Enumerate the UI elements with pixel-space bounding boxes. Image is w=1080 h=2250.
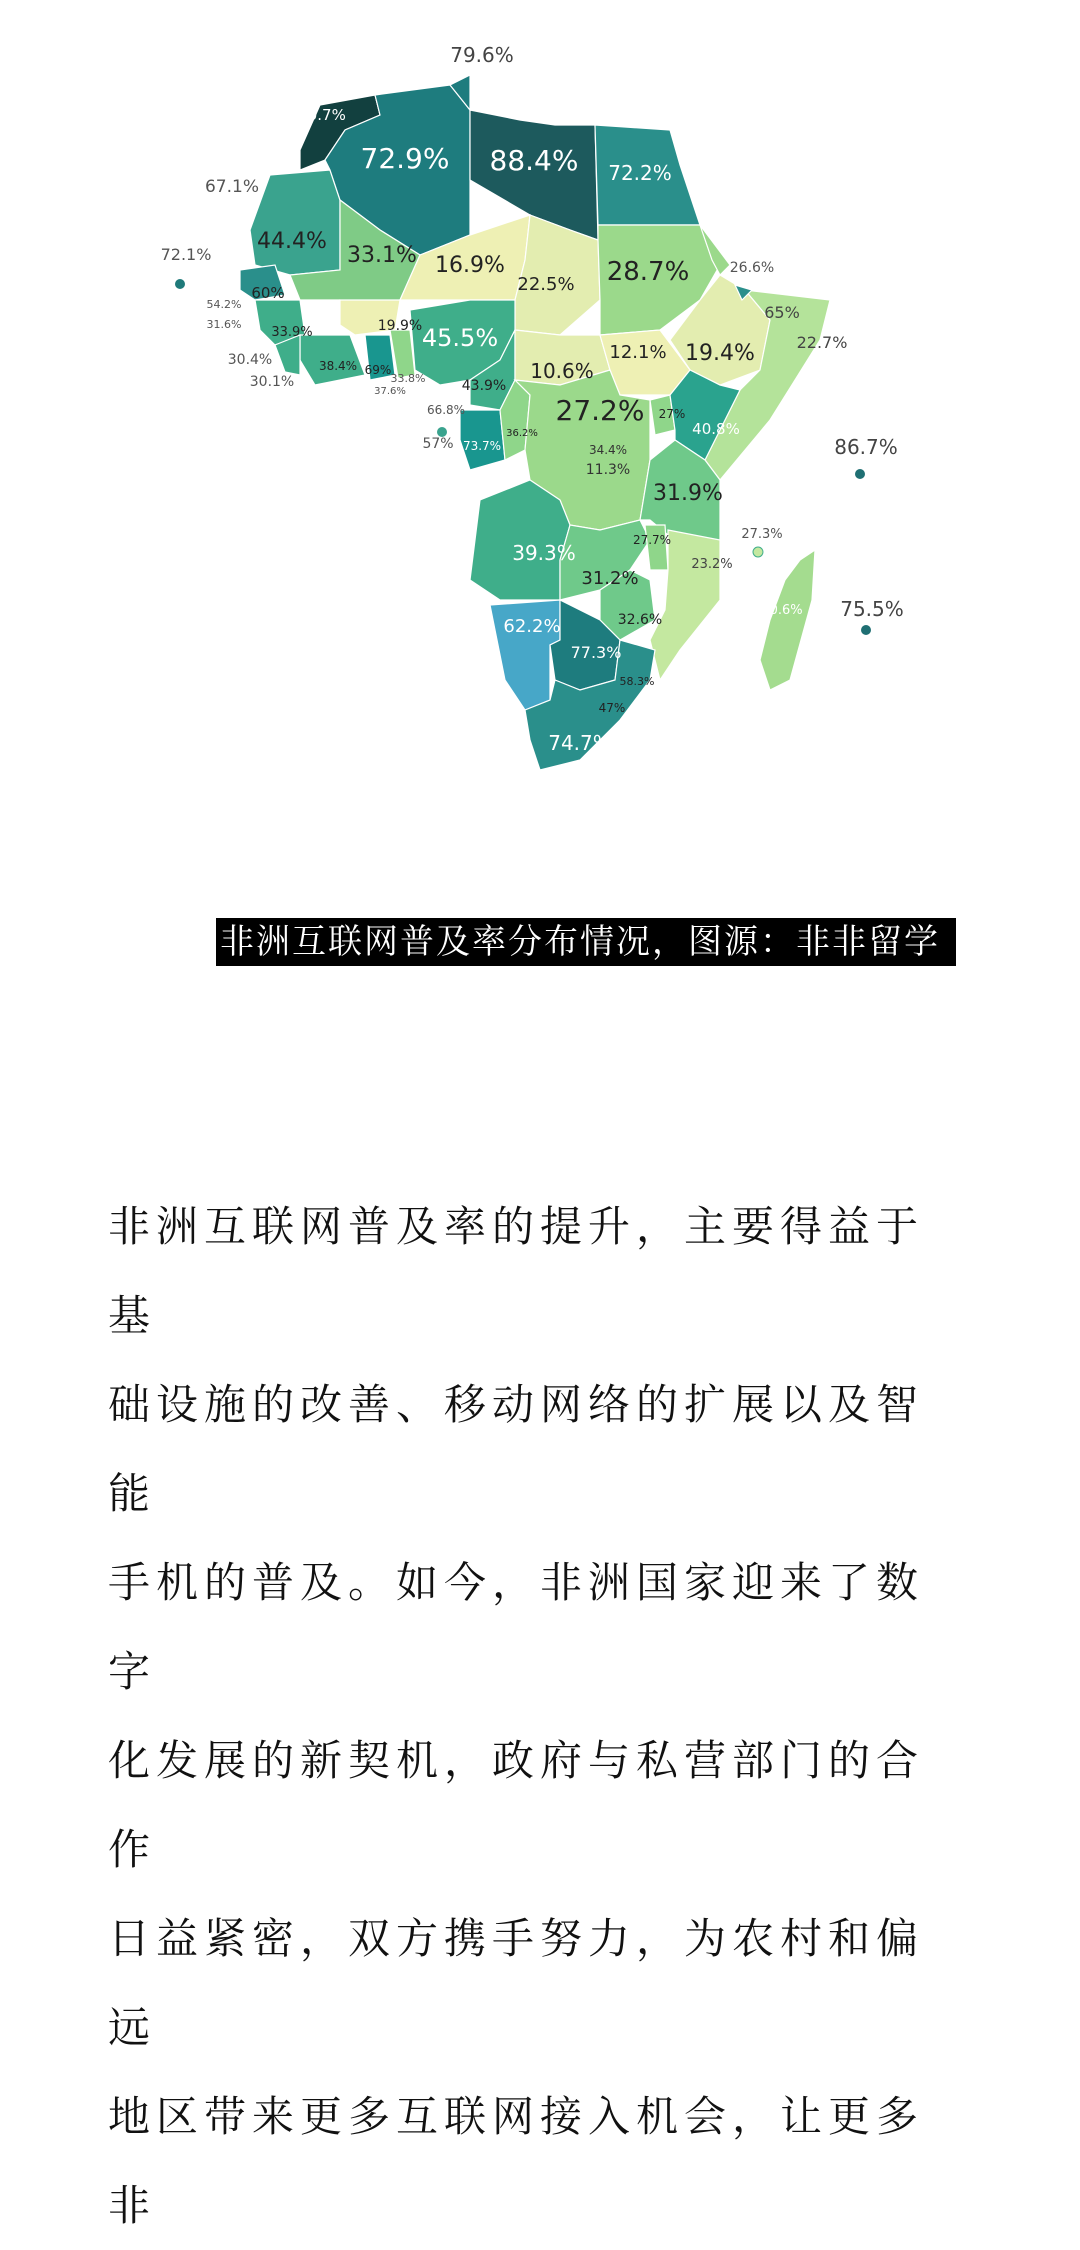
region-label: 72.9% bbox=[360, 142, 450, 175]
region-malawi bbox=[645, 525, 668, 570]
region-label: 23.2% bbox=[691, 557, 733, 572]
region-label: 62.2% bbox=[503, 616, 561, 637]
island-comoros bbox=[753, 547, 763, 557]
region-label: 74.7% bbox=[548, 731, 612, 755]
region-label: 33.9% bbox=[271, 325, 313, 340]
region-label: 60% bbox=[251, 284, 285, 302]
article-line: 础设施的改善、移动网络的扩展以及智能 bbox=[108, 1380, 925, 1518]
region-label: 73.7% bbox=[462, 439, 502, 453]
article-line: 日益紧密，双方携手努力，为农村和偏远 bbox=[108, 1914, 925, 2052]
region-label: 28.7% bbox=[606, 257, 690, 287]
map-caption: 非洲互联网普及率分布情况，图源：非非留学 bbox=[216, 918, 956, 966]
region-label: 79.6% bbox=[450, 43, 514, 67]
region-label: 27.2% bbox=[555, 394, 645, 427]
region-label: 40.8% bbox=[692, 420, 740, 438]
article-line: 手机的普及。如今，非洲国家迎来了数字 bbox=[108, 1558, 925, 1696]
region-label: 86.7% bbox=[834, 435, 898, 459]
region-label: 31.6% bbox=[206, 318, 242, 331]
island-cape-verde bbox=[175, 279, 185, 289]
region-label: 39.3% bbox=[512, 541, 576, 565]
region-label: 11.3% bbox=[585, 462, 631, 478]
region-label: 67.1% bbox=[204, 177, 260, 197]
region-label: 69% bbox=[364, 363, 392, 377]
region-label: 22.5% bbox=[517, 274, 575, 295]
region-label: 27% bbox=[658, 407, 686, 421]
region-label: 90.7% bbox=[298, 106, 346, 124]
region-label: 31.2% bbox=[581, 568, 639, 589]
region-label: 65% bbox=[764, 303, 800, 322]
region-label: 12.1% bbox=[609, 342, 667, 363]
region-label: 37.6% bbox=[374, 386, 406, 397]
region-label: 20.6% bbox=[761, 603, 803, 618]
region-label: 72.1% bbox=[160, 245, 212, 264]
island-mauritius bbox=[861, 625, 871, 635]
region-angola bbox=[470, 480, 570, 600]
region-label: 54.2% bbox=[206, 298, 242, 311]
region-label: 66.8% bbox=[426, 403, 466, 417]
region-label: 43.9% bbox=[461, 378, 507, 394]
region-mauritania bbox=[250, 170, 340, 275]
region-label: 36.2% bbox=[506, 428, 538, 439]
region-label: 32.6% bbox=[617, 612, 663, 628]
region-label: 47% bbox=[598, 701, 626, 715]
region-label: 34.4% bbox=[588, 443, 628, 457]
region-madagascar bbox=[760, 550, 815, 690]
region-label: 22.7% bbox=[796, 333, 848, 352]
region-label: 77.3% bbox=[570, 643, 622, 662]
region-label: 19.4% bbox=[685, 341, 755, 366]
region-label: 16.9% bbox=[435, 253, 505, 278]
region-label: 44.4% bbox=[257, 229, 327, 254]
region-label: 19.9% bbox=[377, 318, 423, 334]
region-label: 57% bbox=[422, 436, 454, 452]
article-line: 地区带来更多互联网接入机会，让更多非 bbox=[108, 2092, 925, 2230]
region-label: 31.9% bbox=[653, 481, 723, 506]
region-label: 27.3% bbox=[741, 527, 783, 542]
region-label: 58.3% bbox=[619, 675, 655, 688]
region-label: 27.7% bbox=[632, 533, 672, 547]
region-label: 88.4% bbox=[489, 144, 579, 177]
region-label: 30.1% bbox=[249, 374, 295, 390]
article-line: 非洲互联网普及率的提升，主要得益于基 bbox=[108, 1202, 925, 1340]
island-seychelles bbox=[855, 469, 865, 479]
region-label: 38.4% bbox=[318, 359, 358, 373]
region-label: 72.2% bbox=[608, 161, 672, 185]
africa-map-svg bbox=[0, 0, 1080, 820]
region-label: 10.6% bbox=[530, 359, 594, 383]
article-line: 化发展的新契机，政府与私营部门的合作 bbox=[108, 1736, 925, 1874]
article-body bbox=[108, 1182, 968, 2250]
region-label: 33.8% bbox=[390, 372, 426, 385]
region-label: 33.1% bbox=[347, 243, 417, 268]
region-label: 45.5% bbox=[421, 324, 499, 352]
africa-internet-map bbox=[0, 0, 1080, 820]
region-label: 30.4% bbox=[227, 352, 273, 368]
region-label: 26.6% bbox=[729, 260, 775, 276]
region-label: 75.5% bbox=[840, 597, 904, 621]
